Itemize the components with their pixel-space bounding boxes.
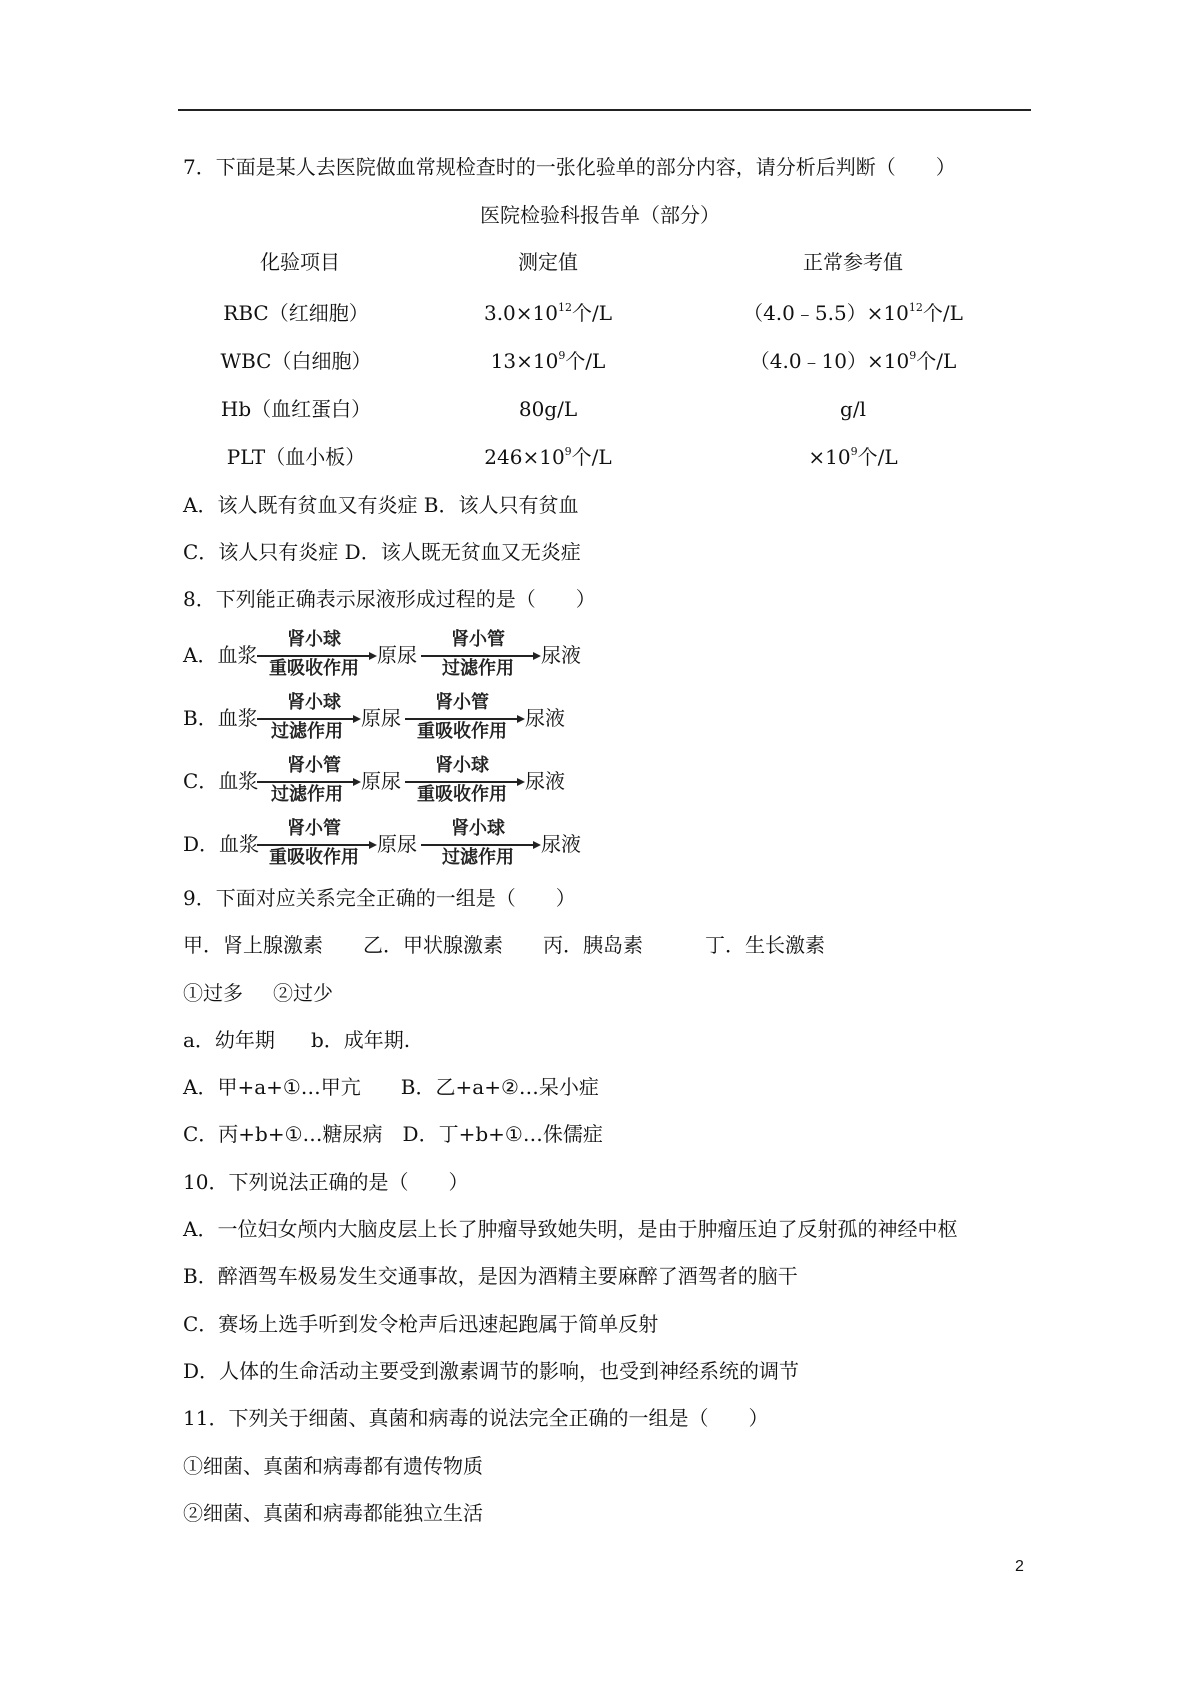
q9-options-cd: C．丙+b+①…糖尿病 D．丁+b+①…侏儒症 [183,1122,603,1146]
arrow-top-label: 肾小管 [287,818,341,839]
process-middle: 原尿 [361,769,401,793]
option-letter: A． [183,643,218,667]
q7-table-title: 医院检验科报告单（部分） [480,203,720,227]
process-arrow [403,690,525,746]
q10-option-d: D．人体的生命活动主要受到激素调节的影响，也受到神经系统的调节 [183,1359,800,1383]
process-middle: 原尿 [361,706,401,730]
process-middle: 原尿 [377,832,417,856]
process-end: 尿液 [541,832,581,856]
q8-stem: 8．下列能正确表示尿液形成过程的是（ ） [183,587,596,611]
table-row-item: RBC（红细胞） [223,301,369,325]
amount-item: ①过多 [183,981,243,1005]
arrow-top-label: 肾小管 [287,755,341,776]
arrow-bottom-label: 重吸收作用 [269,847,359,868]
arrow-bottom-label: 重吸收作用 [417,784,507,805]
q9-stem: 9．下面对应关系完全正确的一组是（ ） [183,886,576,910]
table-row-reference: $(4.0﹣10)\times 10^9$个/L [749,349,957,373]
arrow-bottom-label: 过滤作用 [271,784,343,805]
process-end: 尿液 [525,769,565,793]
table-row-value: 80g/L [518,397,578,421]
q11-stem: 11．下列关于细菌、真菌和病毒的说法完全正确的一组是（ ） [183,1406,769,1430]
q9-periods [183,1027,410,1053]
arrow-bottom-label: 重吸收作用 [417,721,507,742]
hormone-item: 丙．胰岛素 [543,933,643,957]
q7-options-ab: A．该人既有贫血又有炎症 B．该人只有贫血 [183,493,579,517]
table-row-item: WBC（白细胞） [220,349,372,373]
arrow-bottom-label: 过滤作用 [442,658,514,679]
table-row-value: $246\times 10^9$个/L [484,445,612,469]
hormone-item: 甲．肾上腺激素 [183,933,323,957]
hormone-item: 乙．甲状腺激素 [363,933,503,957]
process-arrow [255,690,377,746]
process-start: 血浆 [219,832,260,856]
option-letter: B． [183,706,218,730]
q7-options-cd: C．该人只有炎症 D．该人既无贫血又无炎症 [183,540,581,564]
table-row-value: $3.0\times 10^{12}$个/L [483,301,613,325]
process-middle: 原尿 [377,643,417,667]
process-start: 血浆 [218,769,259,793]
process-end: 尿液 [525,706,565,730]
arrow-bottom-label: 过滤作用 [271,721,343,742]
arrow-top-label: 肾小管 [435,692,489,713]
process-arrow [403,753,525,809]
q9-hormones [183,932,825,958]
hormone-item: 丁．生长激素 [705,933,825,957]
arrow-top-label: 肾小球 [451,818,505,839]
amount-item: ②过少 [273,981,333,1005]
process-arrow [255,816,377,872]
period-item: b．成年期. [310,1028,411,1052]
option-letter: C． [183,769,219,793]
process-arrow [419,627,541,683]
table-row-reference: $\times 10^9$个/L [808,445,898,469]
table-header-value: 测定值 [518,250,578,274]
q10-option-b: B．醉酒驾车极易发生交通事故，是因为酒精主要麻醉了酒驾者的脑干 [183,1264,798,1288]
header-rule [178,109,1031,111]
arrow-bottom-label: 重吸收作用 [269,658,359,679]
q10-stem: 10．下列说法正确的是（ ） [183,1170,469,1194]
q7-stem: 7．下面是某人去医院做血常规检查时的一张化验单的部分内容，请分析后判断（ ） [183,155,956,179]
process-arrow [255,627,377,683]
page-number: 2 [1015,1558,1024,1575]
period-item: a．幼年期 [183,1028,275,1052]
arrow-top-label: 肾小球 [435,755,489,776]
table-header-item: 化验项目 [260,250,340,274]
q11-item-1: ①细菌、真菌和病毒都有遗传物质 [183,1454,483,1478]
q9-options-ab: A．甲+a+①…甲亢 B．乙+a+②…呆小症 [183,1075,599,1099]
process-start: 血浆 [217,643,258,667]
process-end: 尿液 [541,643,581,667]
option-letter: D． [183,832,220,856]
q11-item-2: ②细菌、真菌和病毒都能独立生活 [183,1501,483,1525]
table-row-item: PLT（血小板） [226,445,366,469]
arrow-top-label: 肾小球 [287,629,341,650]
table-header-reference: 正常参考值 [803,250,903,274]
arrow-top-label: 肾小管 [451,629,505,650]
process-start: 血浆 [217,706,258,730]
table-row-reference: $(4.0﹣5.5)\times 10^{12}$个/L [743,301,963,325]
q10-option-c: C．赛场上选手听到发令枪声后迅速起跑属于简单反射 [183,1312,659,1336]
process-arrow [255,753,377,809]
arrow-top-label: 肾小球 [287,692,341,713]
table-row-value: $13\times 10^9$个/L [490,349,606,373]
q10-option-a: A．一位妇女颅内大脑皮层上长了肿瘤导致她失明，是由于肿瘤压迫了反射孤的神经中枢 [183,1217,958,1241]
process-arrow [419,816,541,872]
arrow-bottom-label: 过滤作用 [442,847,514,868]
table-row-item: Hb（血红蛋白） [220,397,372,421]
q9-amounts [183,980,333,1006]
table-row-reference: g/l [840,397,866,421]
